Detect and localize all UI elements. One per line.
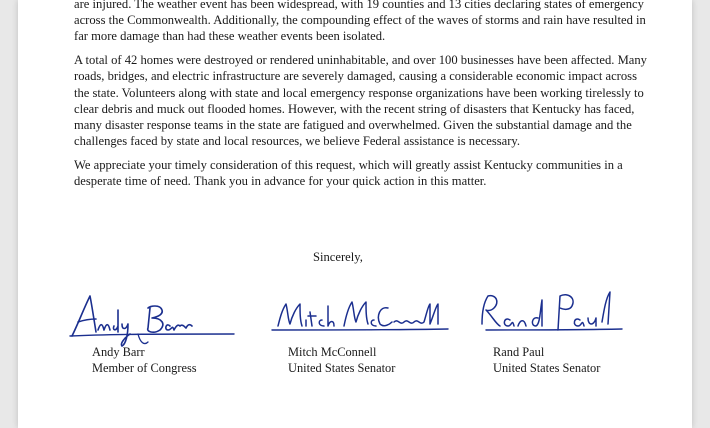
signatory-title: Member of Congress	[92, 361, 197, 375]
paragraph-request: We appreciate your timely consideration of this request, which will greatly assist Kentucky communities in a desperate time of need. Thank you in advance for your quick action in this matter.	[74, 157, 623, 189]
signatory-barr	[92, 344, 262, 376]
paragraph-impact: A total of 42 homes were destroyed or rendered uninhabitable, and over 100 businesses have been affected. Many roads, bridges, and electric infrastructure are severely damaged, causing a considerable economic impact across the state. Volunteers along with state and local emergency response organizations have been working tirelessly to clear debris and muck out flooded homes. However, with the recent string of disasters that Kentucky has faced, many disaster response teams in the state are fatigued and overwhelmed. Given the substantial damage and the challenges faced by state and local resources, we believe Federal assistance is necessary.	[74, 53, 647, 149]
signatory-paul	[493, 344, 663, 376]
signature-mcconnell	[270, 286, 440, 344]
closing-salutation: Sincerely,	[313, 250, 363, 264]
signatory-name: Rand Paul	[493, 345, 545, 359]
letter-page	[18, 0, 692, 428]
signature-block-mcconnell	[270, 286, 440, 344]
signatory-mcconnell	[288, 344, 458, 376]
signatory-title: United States Senator	[288, 361, 396, 375]
signatory-title: United States Senator	[493, 361, 601, 375]
signatory-name: Mitch McConnell	[288, 345, 377, 359]
signatory-name: Andy Barr	[92, 345, 145, 359]
paragraph-damage-scope: are injured. The weather event has been widespread, with 19 counties and 13 cities declaring states of emergency across the Commonwealth. Additionally, the compounding effect of the waves of storms and rain have resulted in far more damage than had these weather events been isolated.	[74, 0, 646, 44]
letter-body	[74, 0, 654, 197]
signature-block-paul	[476, 286, 646, 344]
signature-paul	[476, 286, 646, 344]
signature-barr	[68, 286, 238, 344]
signature-block-barr	[68, 286, 238, 344]
